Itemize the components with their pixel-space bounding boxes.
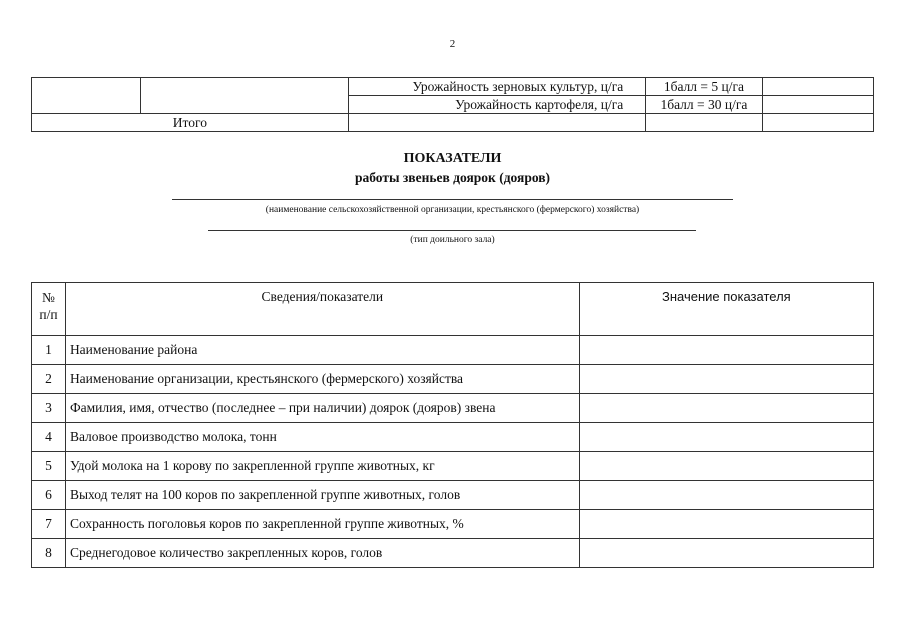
organization-caption: (наименование сельскохозяйственной организации, крестьянского (фермерского) хозяйства) [265, 205, 640, 215]
row-number: 6 [32, 481, 66, 510]
row-info: Валовое производство молока, тонн [65, 423, 579, 452]
table-cell [32, 78, 141, 114]
table-cell [646, 114, 762, 132]
table-cell [762, 114, 873, 132]
row-info: Наименование организации, крестьянского (фермерского) хозяйства [65, 365, 579, 394]
row-info: Фамилия, имя, отчество (последнее – при наличии) доярок (дояров) звена [65, 394, 579, 423]
row-info: Выход телят на 100 коров по закрепленной группе животных, голов [65, 481, 579, 510]
row-info: Удой молока на 1 корову по закрепленной группе животных, кг [65, 452, 579, 481]
table-row [32, 78, 874, 96]
table-row [32, 481, 874, 510]
num-header [32, 283, 66, 336]
row-number: 1 [32, 336, 66, 365]
num-header-line1: № [42, 290, 55, 305]
row-value [579, 365, 873, 394]
row-number: 4 [32, 423, 66, 452]
row-value [579, 539, 873, 568]
indicator-cell: Урожайность зерновых культур, ц/га [348, 78, 646, 96]
row-value [579, 423, 873, 452]
row-value [579, 481, 873, 510]
hall-type-caption: (тип доильного зала) [410, 235, 495, 245]
indicator-cell: Урожайность картофеля, ц/га [348, 96, 646, 114]
table-cell [762, 78, 873, 96]
table-row [32, 365, 874, 394]
document-title: ПОКАЗАТЕЛИ [403, 151, 502, 166]
table-row [32, 510, 874, 539]
table-row [32, 394, 874, 423]
row-number: 8 [32, 539, 66, 568]
row-number: 5 [32, 452, 66, 481]
hall-type-fill-line [208, 230, 696, 231]
row-value [579, 394, 873, 423]
page-number: 2 [449, 38, 456, 50]
row-number: 7 [32, 510, 66, 539]
row-info: Среднегодовое количество закрепленных коров, голов [65, 539, 579, 568]
row-value [579, 452, 873, 481]
info-header: Сведения/показатели [65, 283, 579, 336]
row-value [579, 510, 873, 539]
num-header-line2: п/п [39, 307, 58, 322]
table-cell [762, 96, 873, 114]
row-value [579, 336, 873, 365]
row-info: Сохранность поголовья коров по закрепленной группе животных, % [65, 510, 579, 539]
indicators-table [31, 282, 874, 568]
score-cell: 1балл = 5 ц/га [646, 78, 762, 96]
table-row [32, 539, 874, 568]
table-row [32, 423, 874, 452]
row-number: 3 [32, 394, 66, 423]
score-cell: 1балл = 30 ц/га [646, 96, 762, 114]
table-cell [140, 78, 348, 114]
row-info: Наименование района [65, 336, 579, 365]
row-number: 2 [32, 365, 66, 394]
table-cell [348, 114, 646, 132]
organization-fill-line [172, 199, 733, 200]
table-row [32, 336, 874, 365]
total-row [32, 114, 874, 132]
document-subtitle: работы звеньев доярок (дояров) [354, 170, 551, 185]
score-table-fragment [31, 77, 874, 132]
value-header: Значение показателя [579, 283, 873, 336]
table-row [32, 452, 874, 481]
table-header-row [32, 283, 874, 336]
total-label: Итого [32, 114, 349, 132]
